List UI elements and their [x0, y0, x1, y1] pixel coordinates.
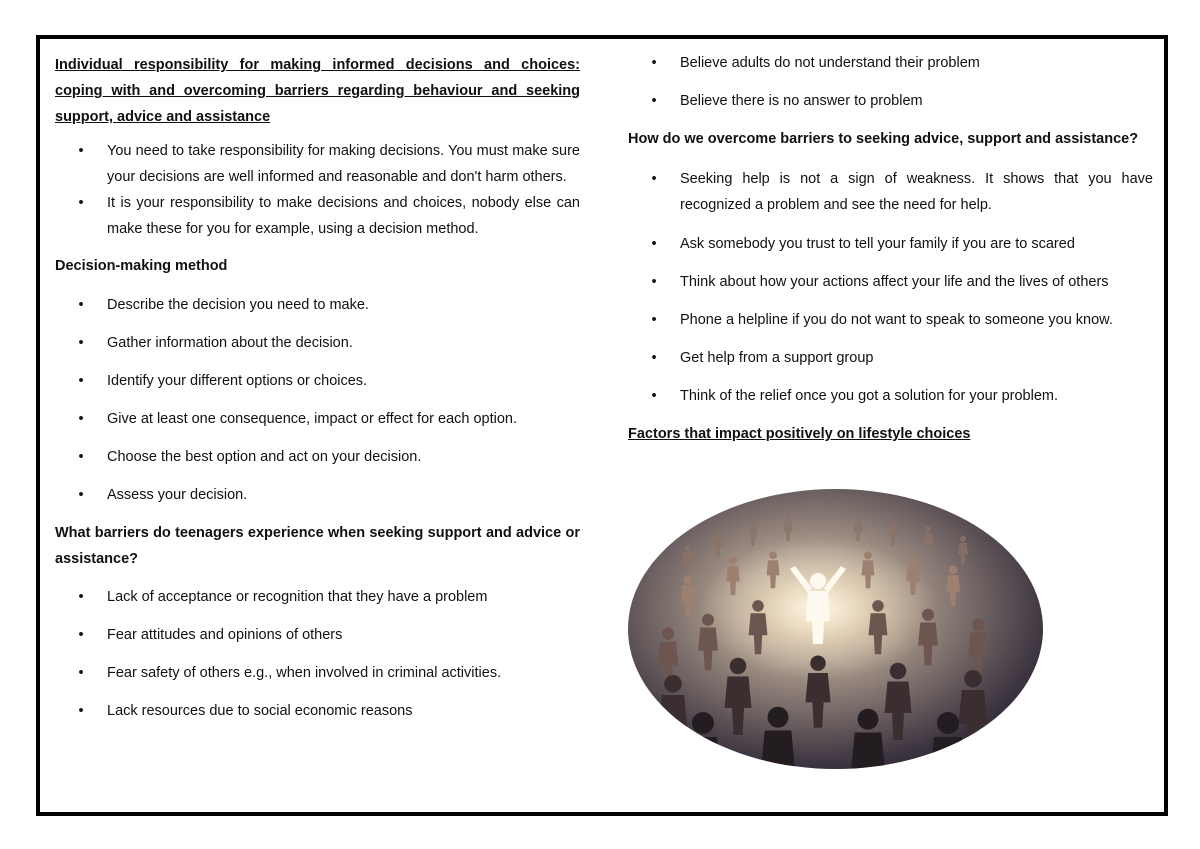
list-item: • It is your responsibility to make decisions and choices, nobody else can make these for you for example, using a decision method. — [55, 190, 580, 242]
list-item: • Ask somebody you trust to tell your family if you are to scared — [651, 236, 1075, 252]
list-item: • Phone a helpline if you do not want to speak to someone you know. — [651, 312, 1113, 328]
overcome-heading: How do we overcome barriers to seeking advice, support and assistance? — [628, 131, 1139, 147]
list-item: • Fear safety of others e.g., when involved in criminal activities. — [78, 665, 502, 681]
right-column — [628, 39, 1153, 447]
bullet: • — [78, 143, 84, 159]
barriers-heading: What barriers do teenagers experience when seeking support and advice or assistance? — [55, 525, 580, 567]
method-list — [55, 292, 580, 508]
list-item: • Identify your different options or choices. — [78, 373, 368, 389]
list-item: • Give at least one consequence, impact or effect for each option. — [78, 411, 518, 427]
people-crowd-image — [628, 489, 1043, 769]
section-title: Individual responsibility for making informed decisions and choices: coping with and overcoming barriers regarding behaviour and seeking support, advice and assistance — [55, 57, 580, 125]
crowd-illustration — [628, 489, 1043, 769]
method-heading: Decision-making method — [55, 258, 228, 274]
bullet: • — [78, 195, 84, 211]
list-item: • You need to take responsibility for making decisions. You must make sure your decisions are well informed and reasonable and don't harm others. — [55, 138, 580, 190]
left-column — [55, 39, 580, 724]
overcome-list — [628, 166, 1153, 409]
list-item: • Lack of acceptance or recognition that they have a problem — [78, 589, 488, 605]
factors-heading: Factors that impact positively on lifestyle choices — [628, 426, 971, 442]
list-item: • Think about how your actions affect your life and the lives of others — [651, 274, 1109, 290]
barriers-list — [55, 584, 580, 724]
list-item: • Describe the decision you need to make. — [78, 297, 369, 313]
list-item: • Assess your decision. — [78, 487, 248, 503]
list-item: • Lack resources due to social economic reasons — [78, 703, 413, 719]
intro-list — [55, 138, 580, 242]
list-item: • Believe adults do not understand their problem — [651, 55, 980, 71]
list-item: • Believe there is no answer to problem — [651, 93, 923, 109]
list-item: • Choose the best option and act on your decision. — [78, 449, 422, 465]
list-item: • Think of the relief once you got a solution for your problem. — [651, 388, 1059, 404]
list-item: • Seeking help is not a sign of weakness. It shows that you have recognized a problem and see the need for help. — [651, 171, 1153, 213]
page-frame — [36, 35, 1168, 816]
list-item: • Get help from a support group — [651, 350, 874, 366]
list-item: • Fear attitudes and opinions of others — [78, 627, 343, 643]
list-item: • Gather information about the decision. — [78, 335, 353, 351]
barriers-list-continued — [628, 50, 1153, 114]
